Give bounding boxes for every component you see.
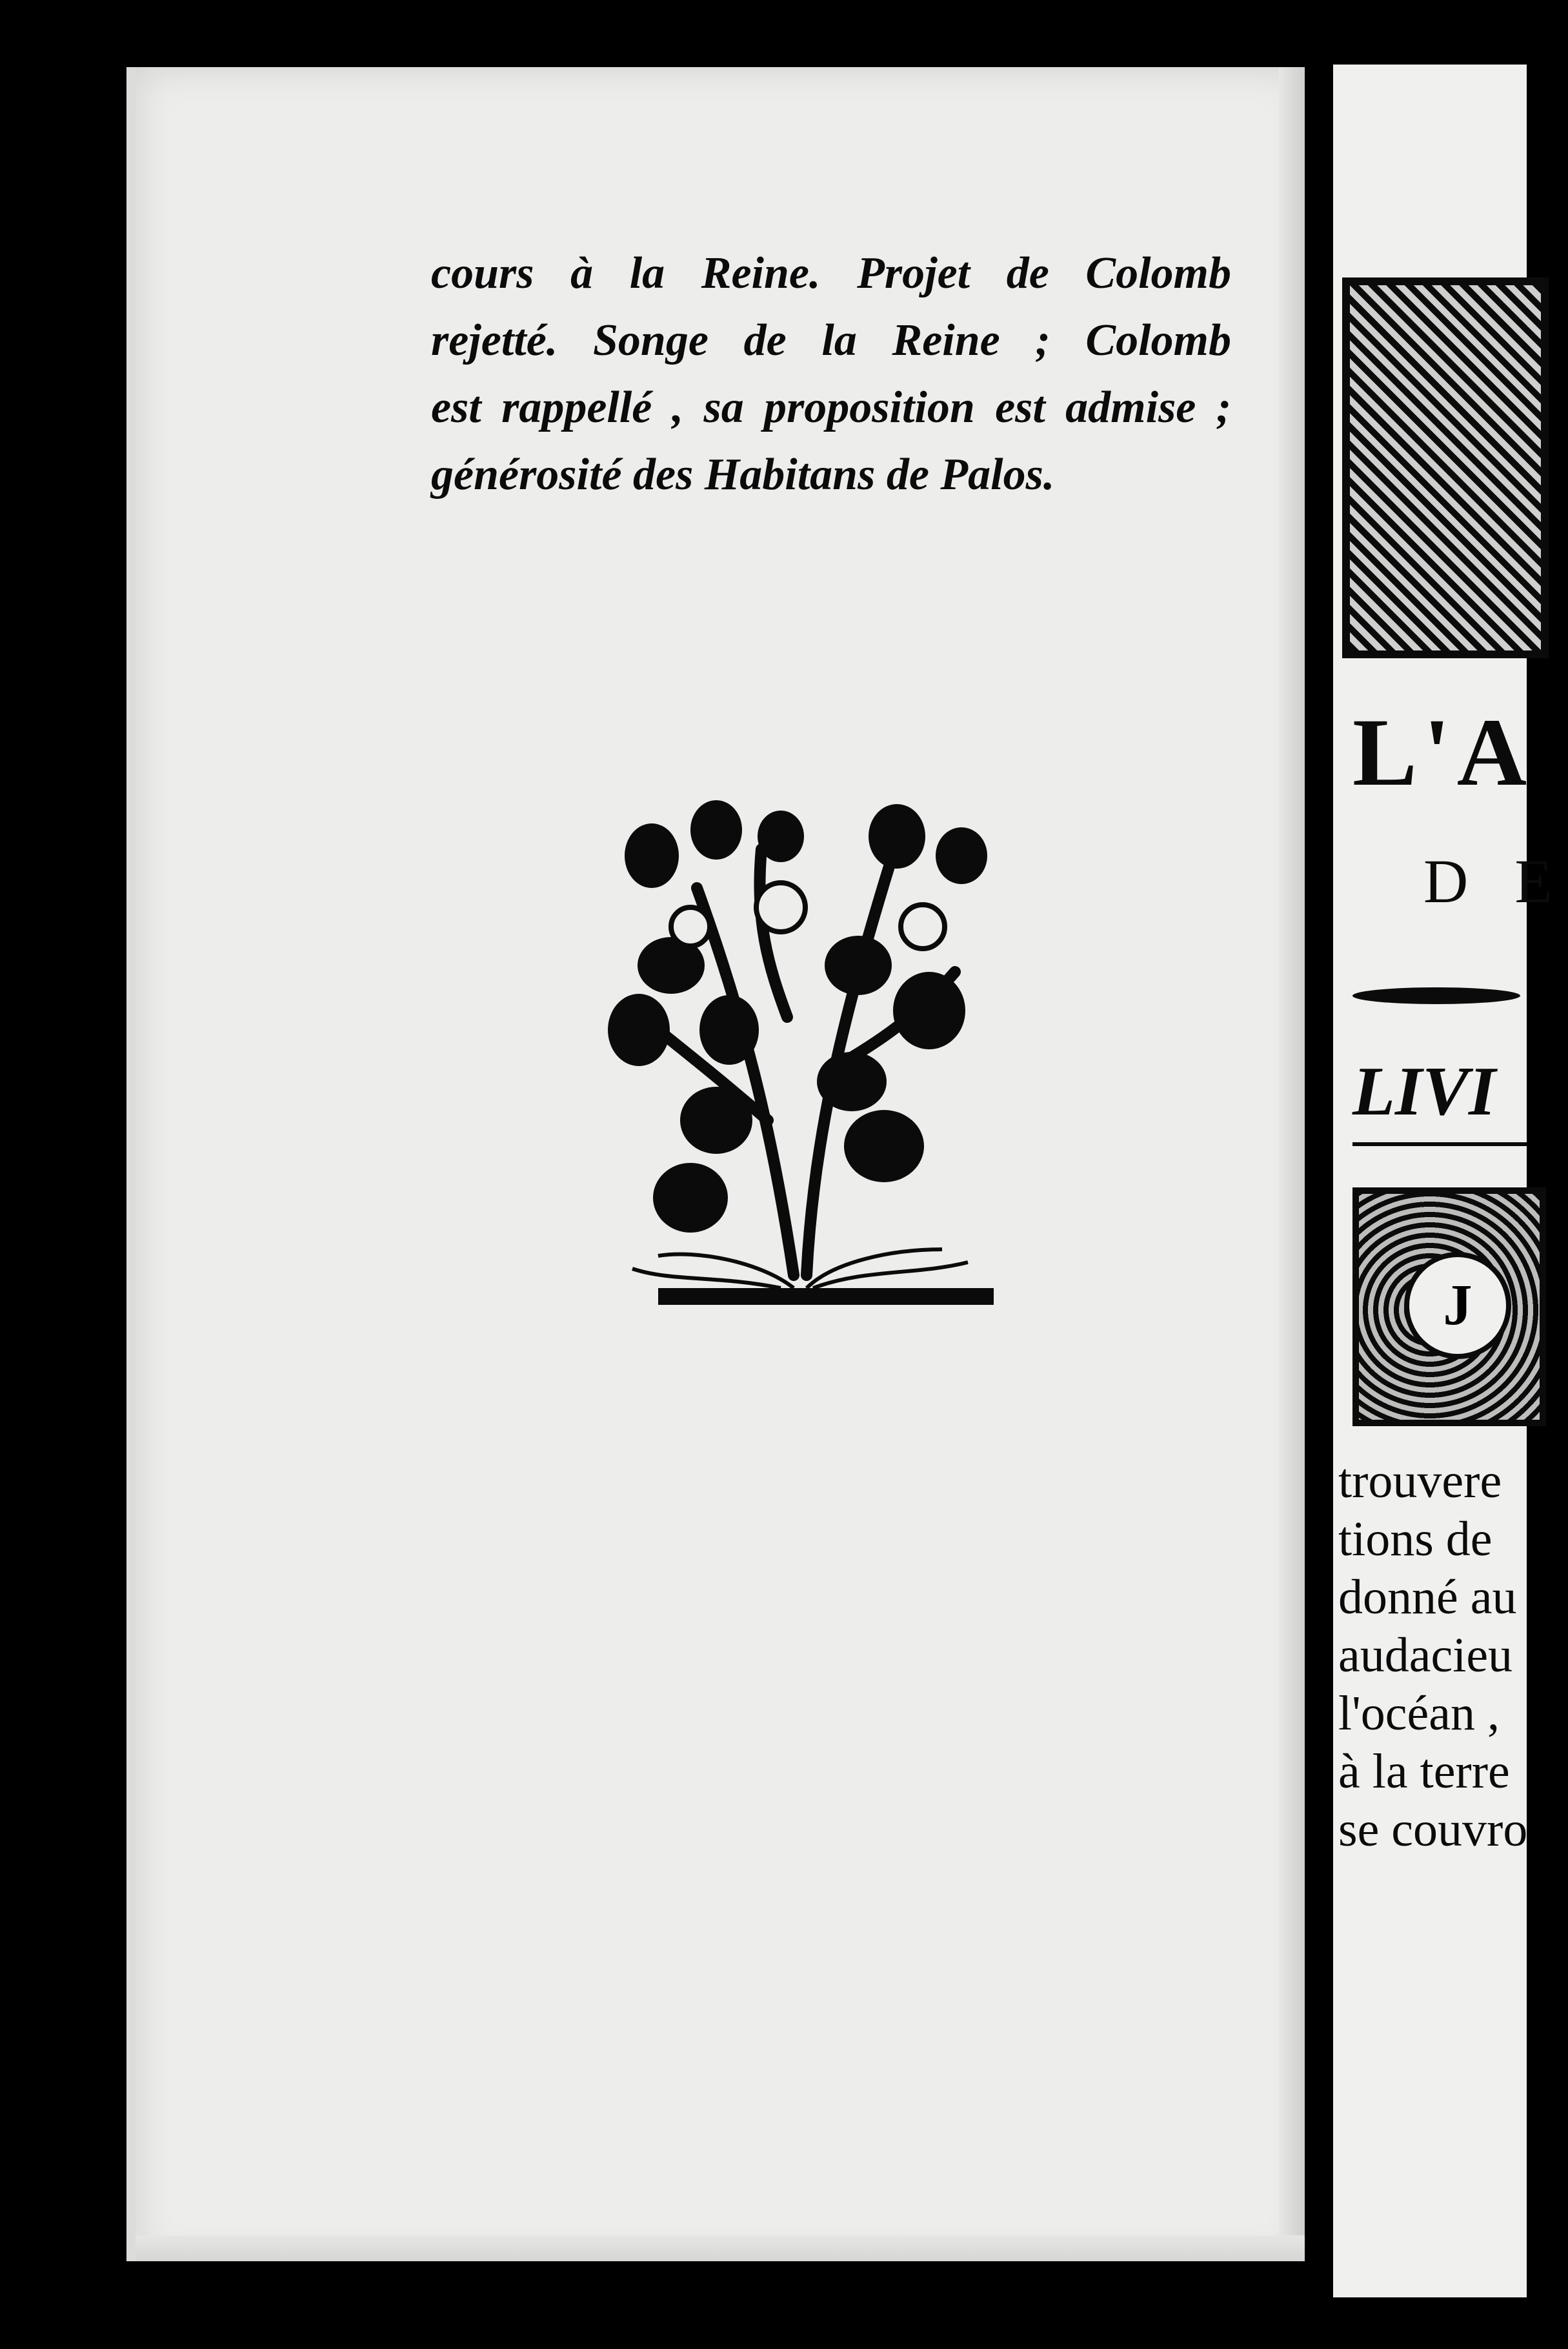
decorated-initial-frame xyxy=(1352,1187,1546,1426)
body-line: audacieu xyxy=(1338,1628,1513,1682)
ornamental-rule xyxy=(1352,987,1520,1004)
plant-vignette-icon xyxy=(619,759,1007,1327)
body-line: l'océan , xyxy=(1338,1686,1500,1740)
page-gutter-shadow xyxy=(1279,67,1305,2261)
book-number: LIVI xyxy=(1352,1053,1496,1130)
chapter-summary xyxy=(431,240,1231,509)
right-page xyxy=(1333,65,1568,2297)
summary-line: rejetté. Songe de la Reine ; Colomb xyxy=(431,316,1231,365)
right-page-body xyxy=(1338,1452,1527,1859)
body-line: trouvere xyxy=(1338,1454,1502,1508)
summary-line: générosité des Habitans de Palos. xyxy=(431,450,1055,499)
body-line: à la terre xyxy=(1338,1744,1510,1799)
summary-line: est rappellé , sa proposition est admise ; xyxy=(431,383,1231,432)
divider xyxy=(1352,1142,1527,1146)
right-page-subheading: D E xyxy=(1423,847,1568,916)
body-line: donné au xyxy=(1338,1570,1517,1624)
body-line: se couvro xyxy=(1338,1802,1528,1857)
right-page-heading: L'A xyxy=(1352,699,1534,806)
headpiece-ornament-icon xyxy=(1342,277,1549,658)
body-line: tions de xyxy=(1338,1512,1493,1566)
drop-cap-initial: J xyxy=(1404,1252,1511,1359)
page-bottom-edge xyxy=(136,2235,1305,2261)
summary-line: cours à la Reine. Projet de Colomb xyxy=(431,248,1231,298)
